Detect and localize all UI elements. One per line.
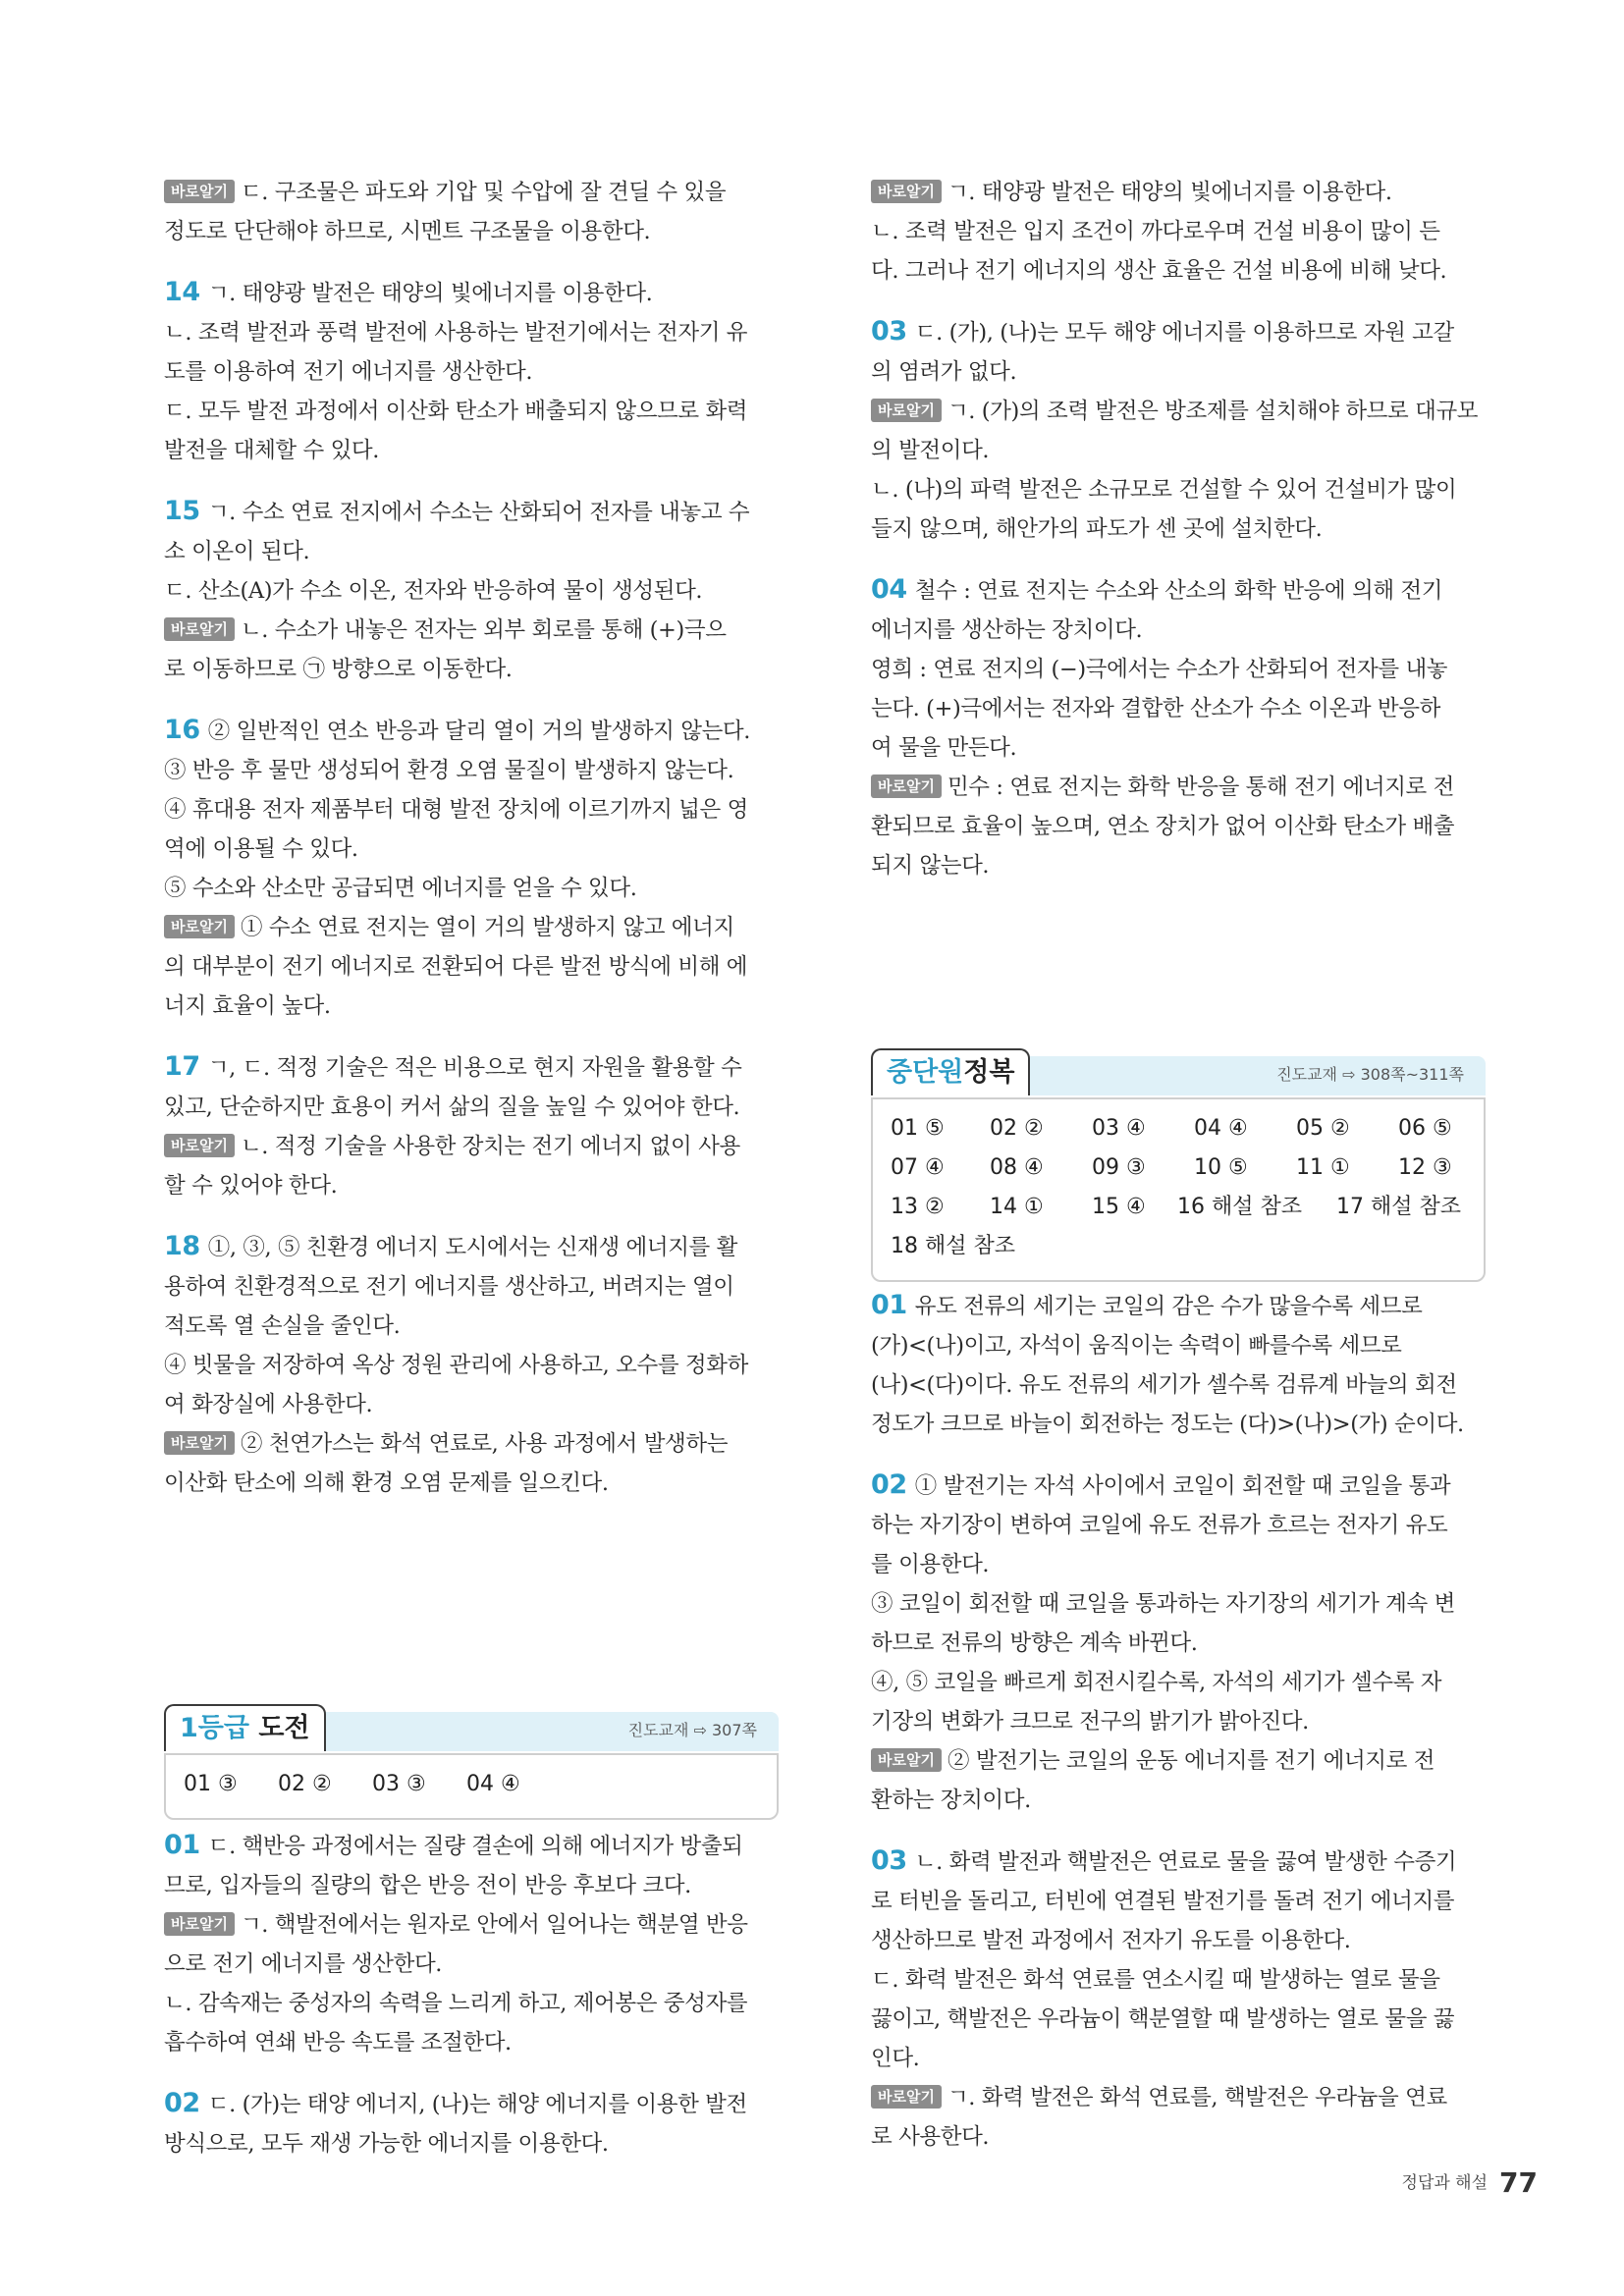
left-column-lower <box>164 1826 779 2185</box>
question-number: 03 <box>871 1845 907 1876</box>
challenge-answer-02-continued: 바로알기 ㄱ. 태양광 발전은 태양의 빛에너지를 이용한다. ㄴ. 조력 발전은 입지 조건이 까다로우며 건설 비용이 많이 든 다. 그러나 전기 에너지의 생산 효율은 건설 비용에 비해 낮다. <box>871 180 1447 284</box>
question-number: 14 <box>164 277 200 307</box>
correction-badge: 바로알기 <box>164 1912 235 1936</box>
correction-badge: 바로알기 <box>164 915 235 938</box>
question-number: 17 <box>164 1051 200 1082</box>
footer-label: 정답과 해설 <box>1401 2173 1489 2193</box>
correction-badge: 바로알기 <box>164 1134 235 1157</box>
answer-item: 03 ③ <box>372 1772 426 1796</box>
question-number: 02 <box>871 1469 907 1500</box>
question-number: 15 <box>164 496 200 526</box>
correction-badge: 바로알기 <box>871 1748 942 1772</box>
section-title: 중단원정복 <box>871 1048 1030 1095</box>
challenge-answer-03: 03 ㄷ. (가), (나)는 모두 해양 에너지를 이용하므로 자원 고갈 의 염려가 없다. 바로알기 ㄱ. (가)의 조력 발전은 방조제를 설치해야 하므로 대규모 의 발전이다. ㄴ. (나)의 파력 발전은 소규모로 건설할 수 있어 건설비가 많이 들지 않으며, 해안가의 파도가 센 곳에 설치한다. <box>871 316 1479 542</box>
question-number: 03 <box>871 316 907 347</box>
right-column <box>871 173 1486 907</box>
answer-16: 16 ② 일반적인 연소 반응과 달리 열이 거의 발생하지 않는다. ③ 반응 후 물만 생성되어 환경 오염 물질이 발생하지 않는다. ④ 휴대용 전자 제품부터 대형 발전 장치에 이르기까지 넓은 영 역에 이용될 수 있다. ⑤ 수소와 산소만 공급되면 에너지를 얻을 수 있다. 바로알기 ① 수소 연료 전지는 열이 거의 발생하지 않고 에너지 의 대부분이 전기 에너지로 전환되어 다른 발전 방식에 비해 에 너지 효율이 높다. <box>164 715 751 1019</box>
question-number: 01 <box>871 1290 907 1320</box>
review-answer-02: 02 ① 발전기는 자석 사이에서 코일이 회전할 때 코일을 통과 하는 자기장이 변하여 코일에 유도 전류가 흐르는 전자기 유도 를 이용한다. ③ 코일이 회전할 때 코일을 통과하는 자기장의 세기가 계속 변 하므로 전류의 방향은 계속 바뀐다. ④, ⑤ 코일을 빠르게 회전시킬수록, 자석의 세기가 셀수록 자 기장의 변화가 크므로 전구의 밝기가 밝아진다. 바로알기 ② 발전기는 코일의 운동 에너지를 전기 에너지로 전 환하는 장치이다. <box>871 1469 1455 1813</box>
answer-item: 07 ④ <box>891 1155 945 1180</box>
section-title: 1등급 도전 <box>164 1704 326 1751</box>
answer-key <box>164 1753 779 1820</box>
answer-item: 16 해설 참조 <box>1177 1195 1302 1219</box>
answer-item: 08 ④ <box>990 1155 1044 1180</box>
question-number: 04 <box>871 574 907 605</box>
answer-18: 18 ①, ③, ⑤ 친환경 에너지 도시에서는 신재생 에너지를 활 용하여 친환경적으로 전기 에너지를 생산하고, 버려지는 열이 적도록 열 손실을 줄인다. ④ 빗물을 저장하여 옥상 정원 관리에 사용하고, 오수를 정화하 여 화장실에 사용한다. 바로알기 ② 천연가스는 화석 연료로, 사용 과정에서 발생하는 이산화 탄소에 의해 환경 오염 문제를 일으킨다. <box>164 1231 748 1496</box>
correction-badge: 바로알기 <box>164 617 235 641</box>
answer-key <box>871 1097 1486 1282</box>
answer-item: 01 ③ <box>184 1772 238 1796</box>
answer-item: 12 ③ <box>1398 1155 1452 1180</box>
correction-badge: 바로알기 <box>871 774 942 798</box>
textbook-reference: 진도교재 ⇨ 308쪽~311쪽 <box>1276 1065 1464 1084</box>
answer-item: 15 ④ <box>1092 1195 1146 1219</box>
answer-item: 05 ② <box>1296 1116 1350 1141</box>
answer-item: 09 ③ <box>1092 1155 1146 1180</box>
unit-review-answer-box <box>871 1048 1486 1282</box>
page-number: 77 <box>1499 2166 1538 2199</box>
question-number: 16 <box>164 715 200 745</box>
correction-badge: 바로알기 <box>871 2085 942 2109</box>
textbook-reference: 진도교재 ⇨ 307쪽 <box>627 1721 757 1739</box>
question-number: 02 <box>164 2088 200 2118</box>
answer-item: 02 ② <box>990 1116 1044 1141</box>
answer-item: 14 ① <box>990 1195 1044 1219</box>
challenge-answer-01: 01 ㄷ. 핵반응 과정에서는 질량 결손에 의해 에너지가 방출되 므로, 입자들의 질량의 합은 반응 전이 반응 후보다 크다. 바로알기 ㄱ. 핵발전에서는 원자로 안에서 일어나는 핵분열 반응 으로 전기 에너지를 생산한다. ㄴ. 감속재는 중성자의 속력을 느리게 하고, 제어봉은 중성자를 흡수하여 연쇄 반응 속도를 조절한다. <box>164 1830 748 2056</box>
correction-badge: 바로알기 <box>164 1431 235 1455</box>
answer-13-continued: 바로알기 ㄷ. 구조물은 파도와 기압 및 수압에 잘 견딜 수 있을 정도로 단단해야 하므로, 시멘트 구조물을 이용한다. <box>164 180 727 244</box>
correction-badge: 바로알기 <box>164 180 235 203</box>
question-number: 01 <box>164 1830 200 1860</box>
answer-item: 17 해설 참조 <box>1336 1195 1461 1219</box>
answer-item: 06 ⑤ <box>1398 1116 1452 1141</box>
challenge-answer-box <box>164 1704 779 1820</box>
answer-item: 04 ④ <box>466 1772 520 1796</box>
answer-item: 03 ④ <box>1092 1116 1146 1141</box>
answer-17: 17 ㄱ, ㄷ. 적정 기술은 적은 비용으로 현지 자원을 활용할 수 있고, 단순하지만 효용이 커서 삶의 질을 높일 수 있어야 한다. 바로알기 ㄴ. 적정 기술을 사용한 장치는 전기 에너지 없이 사용 할 수 있어야 한다. <box>164 1051 742 1199</box>
review-answer-01: 01 유도 전류의 세기는 코일의 감은 수가 많을수록 세므로 (가)<(나)이고, 자석이 움직이는 속력이 빠를수록 세므로 (나)<(다)이다. 유도 전류의 세기가 셀수록 검류계 바늘의 회전 정도가 크므로 바늘이 회전하는 정도는 (다)>(나)>(가) 순이다. <box>871 1290 1464 1437</box>
left-column <box>164 173 779 1524</box>
answer-15: 15 ㄱ. 수소 연료 전지에서 수소는 산화되어 전자를 내놓고 수 소 이온이 된다. ㄷ. 산소(A)가 수소 이온, 전자와 반응하여 물이 생성된다. 바로알기 ㄴ. 수소가 내놓은 전자는 외부 회로를 통해 (+)극으 로 이동하므로 ㉠ 방향으로 이동한다. <box>164 496 750 682</box>
answer-item: 02 ② <box>278 1772 332 1796</box>
correction-badge: 바로알기 <box>871 399 942 422</box>
review-answer-03: 03 ㄴ. 화력 발전과 핵발전은 연료로 물을 끓여 발생한 수증기 로 터빈을 돌리고, 터빈에 연결된 발전기를 돌려 전기 에너지를 생산하므로 발전 과정에서 전자기 유도를 이용한다. ㄷ. 화력 발전은 화석 연료를 연소시킬 때 발생하는 열로 물을 끓이고, 핵발전은 우라늄이 핵분열할 때 발생하는 열로 물을 끓 인다. 바로알기 ㄱ. 화력 발전은 화석 연료를, 핵발전은 우라늄을 연료 로 사용한다. <box>871 1845 1457 2150</box>
challenge-answer-02: 02 ㄷ. (가)는 태양 에너지, (나)는 해양 에너지를 이용한 발전 방식으로, 모두 재생 가능한 에너지를 이용한다. <box>164 2088 747 2157</box>
right-column-lower <box>871 1286 1486 2178</box>
answer-14: 14 ㄱ. 태양광 발전은 태양의 빛에너지를 이용한다. ㄴ. 조력 발전과 풍력 발전에 사용하는 발전기에서는 전자기 유 도를 이용하여 전기 에너지를 생산한다. ㄷ. 모두 발전 과정에서 이산화 탄소가 배출되지 않으므로 화력 발전을 대체할 수 있다. <box>164 277 748 463</box>
answer-item: 01 ⑤ <box>891 1116 945 1141</box>
page-footer <box>1402 2166 1538 2199</box>
correction-badge: 바로알기 <box>871 180 942 203</box>
answer-item: 04 ④ <box>1194 1116 1248 1141</box>
answer-item: 18 해설 참조 <box>891 1234 1015 1258</box>
answer-item: 13 ② <box>891 1195 945 1219</box>
answer-item: 11 ① <box>1296 1155 1350 1180</box>
challenge-answer-04: 04 철수 : 연료 전지는 수소와 산소의 화학 반응에 의해 전기 에너지를 생산하는 장치이다. 영희 : 연료 전지의 (−)극에서는 수소가 산화되어 전자를 내놓 는다. (+)극에서는 전자와 결합한 산소가 수소 이온과 반응하 여 물을 만든다. 바로알기 민수 : 연료 전지는 화학 반응을 통해 전기 에너지로 전 환되므로 효율이 높으며, 연소 장치가 없어 이산화 탄소가 배출 되지 않는다. <box>871 574 1455 879</box>
question-number: 18 <box>164 1231 200 1261</box>
answer-item: 10 ⑤ <box>1194 1155 1248 1180</box>
